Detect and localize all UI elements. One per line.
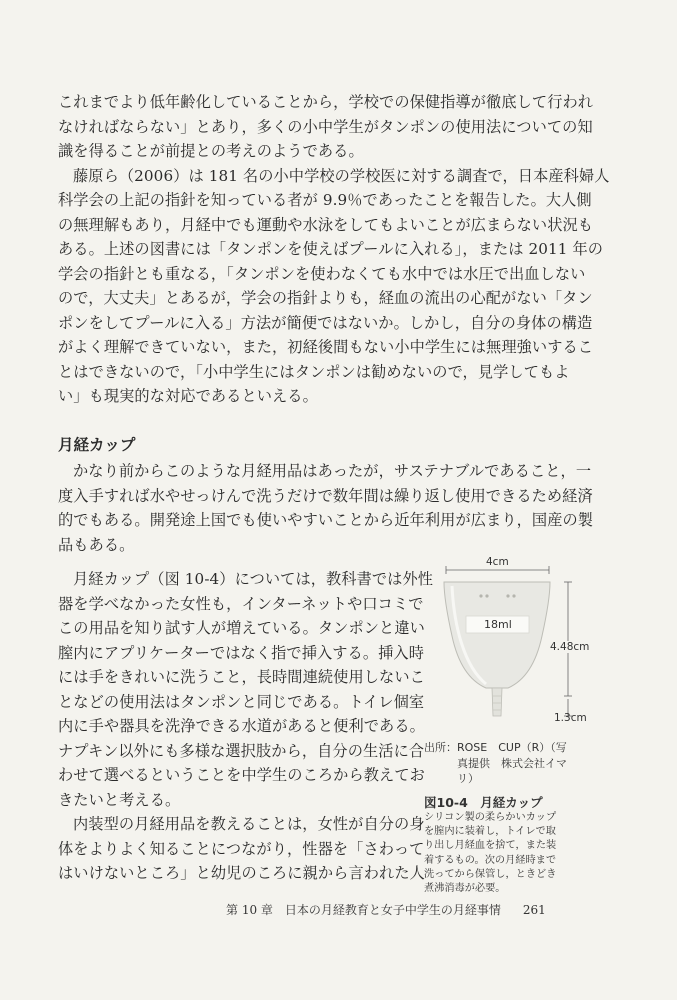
text-line: 内装型の月経用品を教えることは，女性が自分の身 [73,815,425,833]
text-line: い」も現実的な対応であるといえる。 [58,387,318,405]
credit-line: リ） [424,772,479,785]
caption-line: 着するもの。次の月経時まで [424,854,557,866]
chapter-title: 第 10 章 日本の月経教育と女子中学生の月経事情 [226,903,501,917]
figure-credit [424,740,599,787]
caption-line: 洗ってから保管し，ときどき [424,868,557,880]
text-line: となどの使用法はタンポンと同じである。トイレ個室 [58,692,425,711]
caption-line: シリコン製の柔らかいカップ [424,812,557,823]
text-line: には手をきれいに洗うこと，長時間連続使用しないこ [58,668,425,686]
page-number: 261 [522,903,546,917]
stem-length-label: 1.3cm [554,712,587,724]
text-line: がよく理解できていない，また，初経後間もない小中学生には無理強いするこ [58,338,594,356]
credit-line: 出所：ROSE CUP（R）（写 [424,741,567,754]
text-line: 的でもある。開発途上国でも使いやすいことから近年利用が広まり，国産の製 [58,511,594,529]
credit-line: 真提供 株式会社イマ [424,756,567,770]
caption-line: を膣内に装着し，トイレで取 [424,826,556,838]
text-line: 藤原ら（2006）は 181 名の小中学校の学校医に対する調査で，日本産科婦人 [73,166,610,185]
text-line: これまでより低年齢化していることから，学校での保健指導が徹底して行われ [58,93,594,111]
text-line: なければならない」とあり，多くの小中学生がタンポンの使用法についての知 [58,117,593,136]
text-line: 識を得ることが前提との考えのようである。 [58,142,364,160]
text-line: 膣内にアプリケーターではなく指で挿入する。挿入時 [58,643,424,662]
figure-caption [424,811,599,896]
section-heading: 月経カップ [58,436,136,454]
text-line: きたいと考える。 [58,790,181,809]
text-line: 度入手すれば水やせっけんで洗うだけで数年間は繰り返し使用できるため経済 [58,486,593,505]
text-line: 月経カップ（図 10‑4）については，教科書では外性 [73,570,434,588]
width-label: 4cm [486,556,509,568]
text-line: この用品を知り試す人が増えている。タンポンと違い [58,619,425,637]
paragraph-1 [58,90,618,164]
volume-label: 18ml [484,618,512,631]
text-line: ポンをしてプールに入る」方法が簡便ではないか。しかし，自分の身体の構造 [58,313,593,332]
text-line: 器を学べなかった女性も，インターネットや口コミで [58,594,424,613]
text-line: とはできないので，「小中学生にはタンポンは勧めないので，見学してもよ [58,362,570,381]
caption-line: 煮沸消毒が必要。 [424,883,506,895]
text-line: ナプキン以外にも多様な選択肢から，自分の生活に合 [58,741,425,760]
text-line: 内に手や器具を洗浄できる水道があると便利である。 [58,717,425,735]
text-line: 学会の指針とも重なる，「タンポンを使わなくても水中では水圧で出血しない [58,264,586,283]
height-label: 4.48cm [550,641,590,653]
caption-line: り出し月経血を捨て，また装 [424,840,557,852]
text-line: ある。上述の図書には「タンポンを使えばプールに入れる」，または 2011 年の [58,240,604,258]
text-line: わせて選べるということを中学生のころから教えてお [58,766,425,784]
paragraph-5 [58,812,425,886]
text-line: ので，大丈夫」とあるが，学会の指針よりも，経血の流出の心配がない「タン [58,289,593,307]
text-line: 科学会の上記の指針を知っている者が 9.9％であったことを報告した。大人側 [58,191,592,209]
text-line: 品もある。 [58,535,135,554]
text-line: はいけないところ」と幼児のころに親から言われた人 [58,864,425,882]
paragraph-4 [58,567,434,812]
text-line: かなり前からこのような月経用品はあったが，サステナブルであること，一 [73,462,592,480]
paragraph-2 [58,164,618,409]
running-footer [226,901,546,918]
text-line: 体をよりよく知ることにつながり，性器を「さわって [58,839,425,858]
text-line: の無理解もあり，月経中でも運動や水泳をしてもよいことが広まらない状況も [58,215,594,234]
figure-title: 図10‑4 月経カップ [424,795,543,810]
paragraph-3 [58,459,618,557]
